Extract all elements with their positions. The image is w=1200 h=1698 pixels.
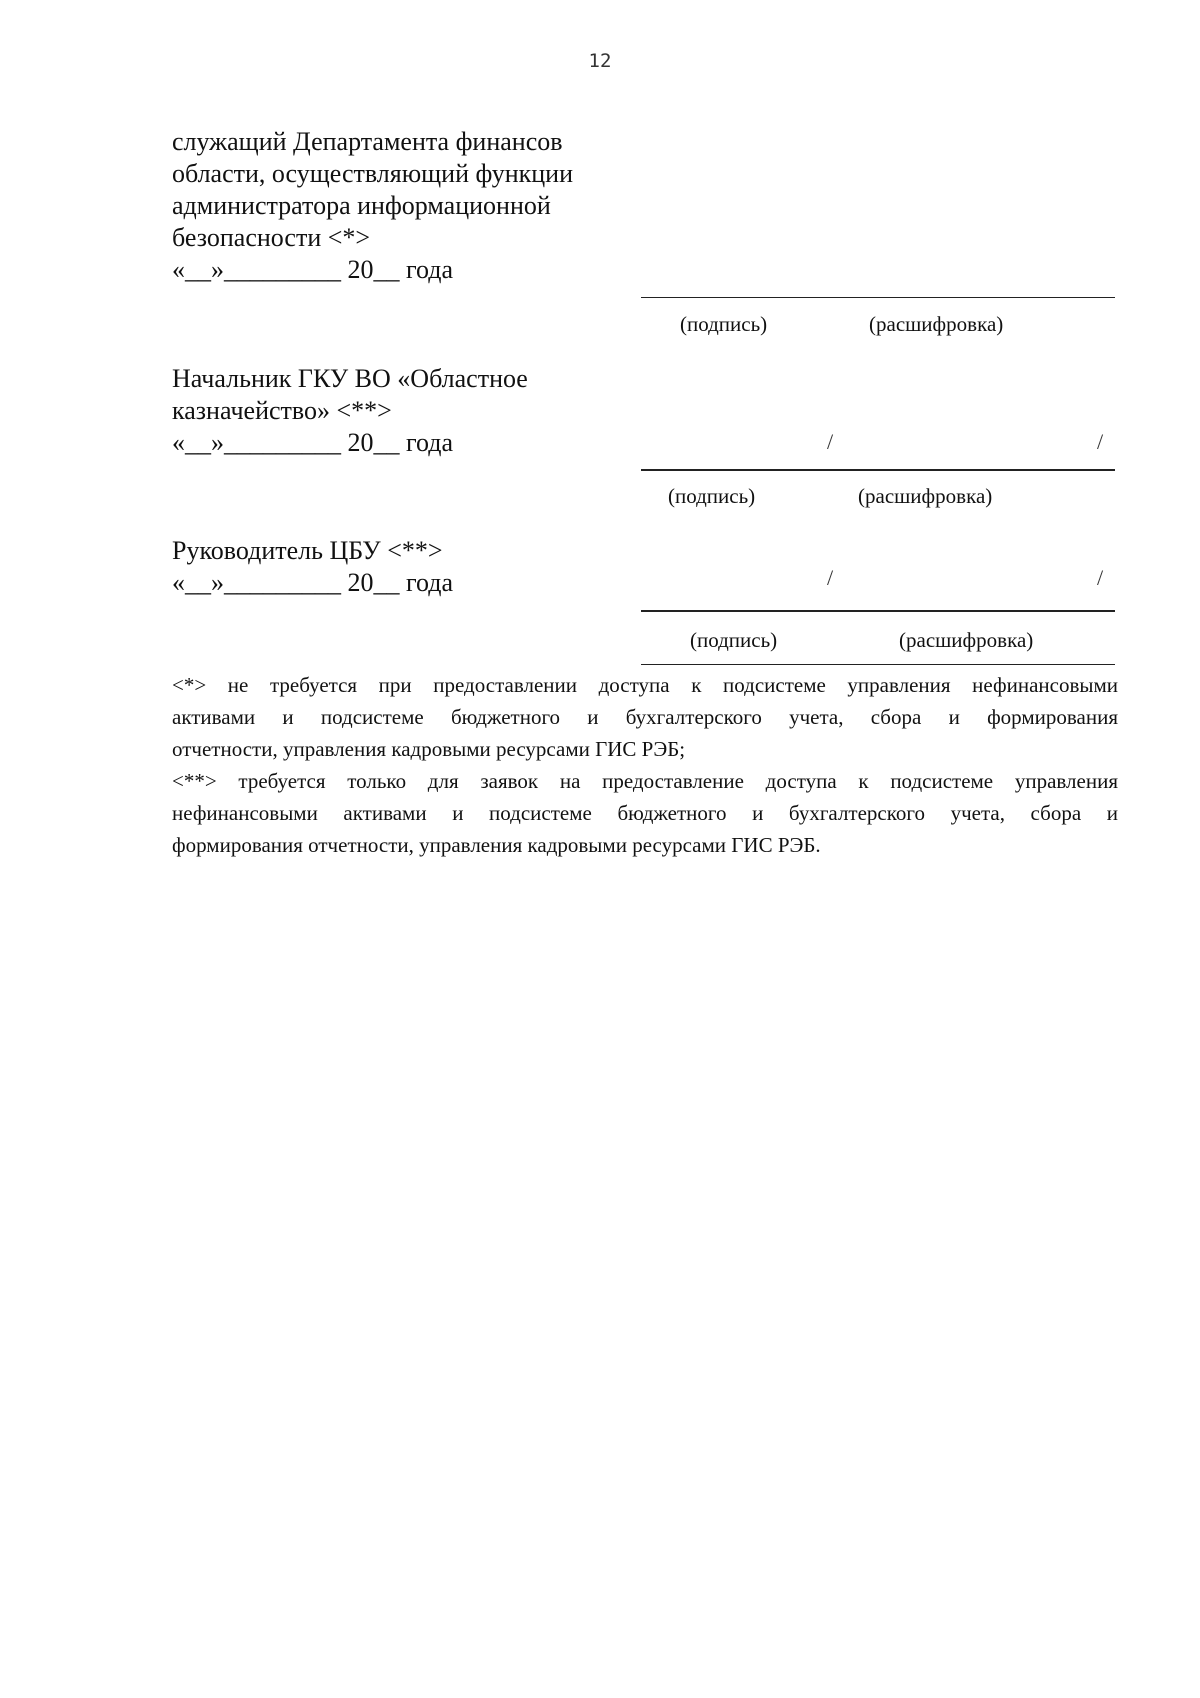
footnote-1-line: <*> не требуется при предоставлении доступа к подсистеме управления нефинансовыми [172,673,1118,697]
slash-separator: / [827,565,834,590]
footnote-1-line: отчетности, управления кадровыми ресурсами ГИС РЭБ; [172,737,686,761]
slash-separator: / [827,429,834,454]
signature-caption: (подпись) [690,628,778,652]
footnotes [172,669,1118,861]
signature-line [641,297,1115,298]
signatory-title-line: безопасности <*> [172,223,371,252]
signatory-block-treasury-head [172,363,528,459]
signature-caption: (подпись) [680,312,768,336]
decode-caption: (расшифровка) [858,484,993,508]
decode-caption: (расшифровка) [899,628,1034,652]
page-number: 12 [588,50,612,72]
signature-line [641,610,1115,612]
signatory-title-line: администратора информационной [172,191,551,220]
slash-separator: / [1097,565,1104,590]
footnote-2-line: формирования отчетности, управления кадровыми ресурсами ГИС РЭБ. [172,833,821,857]
date-line: «__»_________ 20__ года [172,428,454,457]
footnote-2-line: <**> требуется только для заявок на предоставление доступа к подсистеме управления [172,769,1118,793]
signature-line [641,469,1115,471]
signatory-block-cbu-head [172,535,453,599]
signatory-title-line: Руководитель ЦБУ <**> [172,536,443,565]
footnote-1-line: активами и подсистеме бюджетного и бухгалтерского учета, сбора и формирования [172,705,1118,729]
signatory-block-security-admin [172,126,573,286]
footnote-2-line: нефинансовыми активами и подсистеме бюджетного и бухгалтерского учета, сбора и [172,801,1118,825]
signatory-title-line: Начальник ГКУ ВО «Областное [172,364,528,393]
signatory-title-line: области, осуществляющий функции [172,159,573,188]
decode-caption: (расшифровка) [869,312,1004,336]
signatory-title-line: служащий Департамента финансов [172,127,563,156]
signatory-title-line: казначейство» <**> [172,396,392,425]
date-line: «__»_________ 20__ года [172,255,454,284]
signature-line [641,664,1115,665]
slash-separator: / [1097,429,1104,454]
signature-caption: (подпись) [668,484,756,508]
date-line: «__»_________ 20__ года [172,568,454,597]
